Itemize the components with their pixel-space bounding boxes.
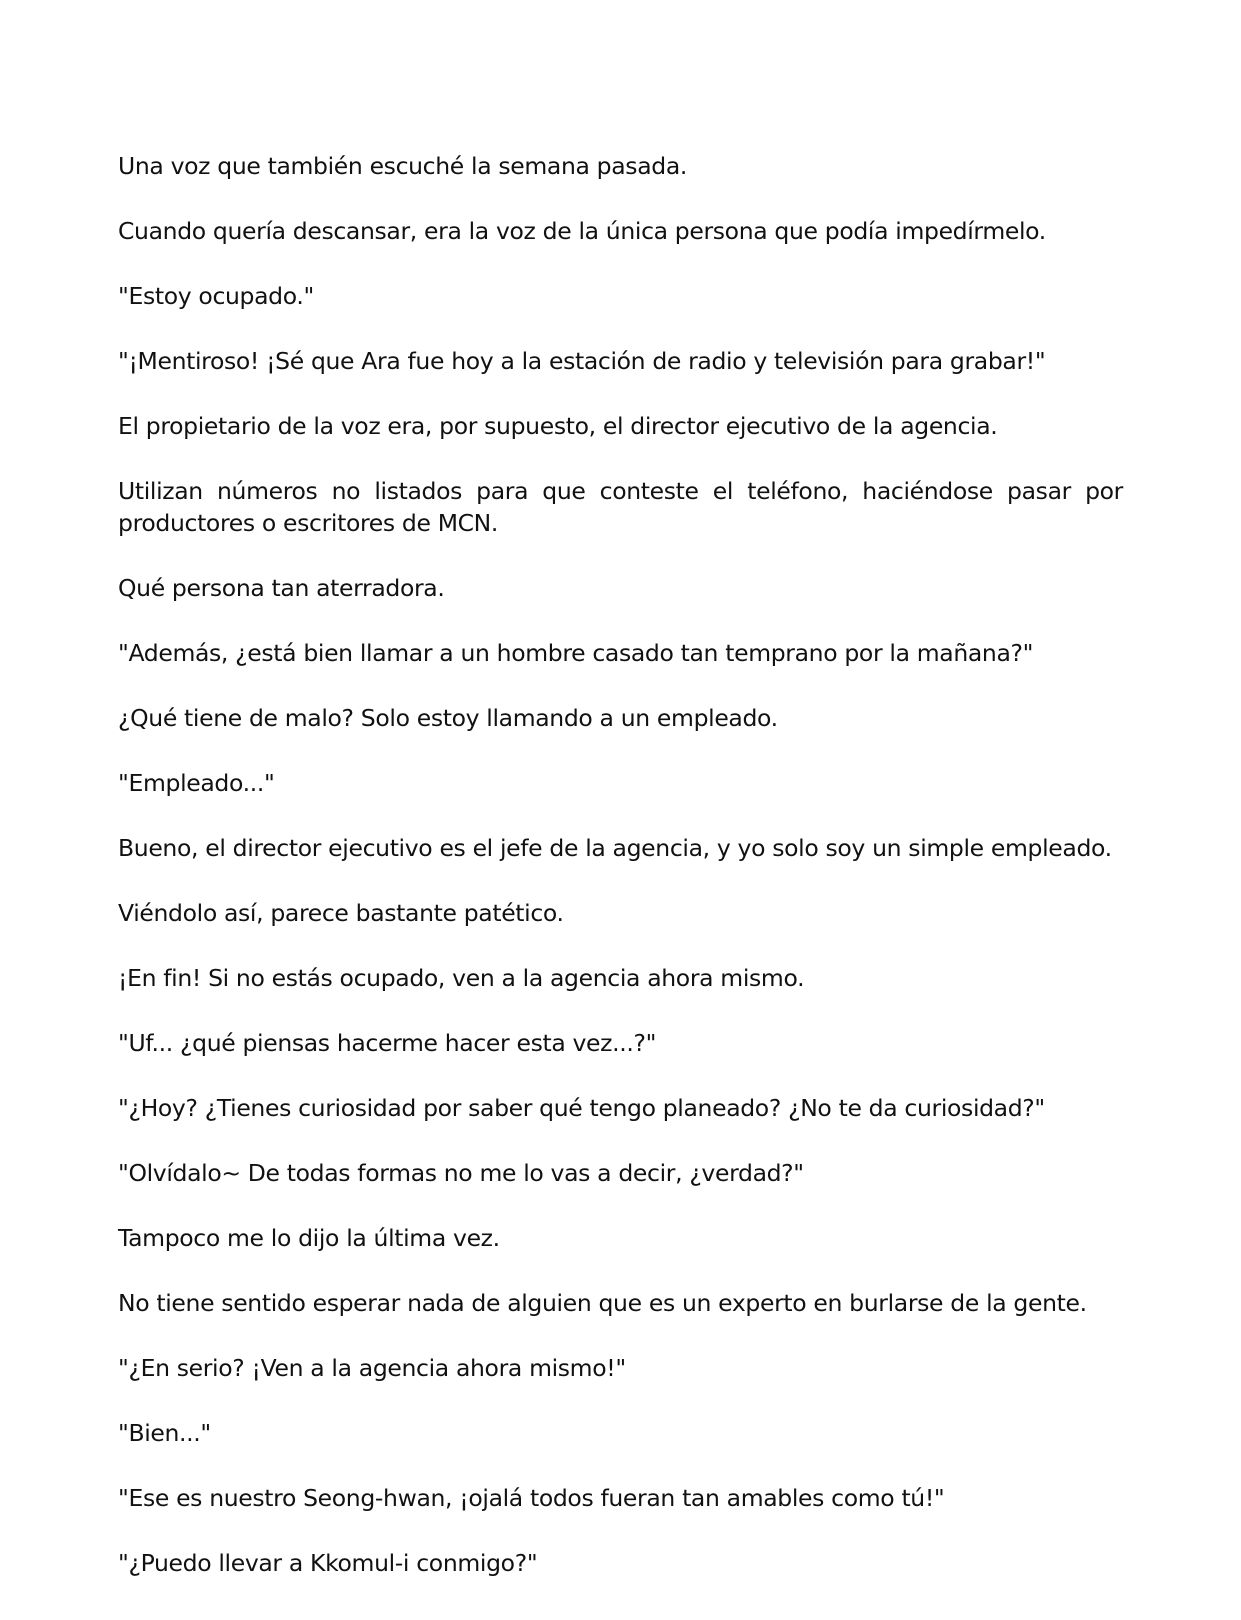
paragraph: "Bien..." [118, 1419, 211, 1447]
paragraph: "Olvídalo~ De todas formas no me lo vas a decir, ¿verdad?" [118, 1159, 804, 1187]
paragraph: "¡Mentiroso! ¡Sé que Ara fue hoy a la estación de radio y televisión para grabar!" [118, 347, 1046, 375]
paragraph: "Uf... ¿qué piensas hacerme hacer esta vez...?" [118, 1029, 657, 1057]
paragraph: "Empleado..." [118, 769, 275, 797]
paragraph: "¿En serio? ¡Ven a la agencia ahora mismo!" [118, 1354, 626, 1382]
paragraph: "¿Hoy? ¿Tienes curiosidad por saber qué tengo planeado? ¿No te da curiosidad?" [118, 1094, 1045, 1122]
paragraph: "Además, ¿está bien llamar a un hombre casado tan temprano por la mañana?" [118, 639, 1034, 667]
paragraph: Utilizan números no listados para que conteste el teléfono, haciéndose pasar por productores o escritores de MCN. [118, 477, 1123, 537]
paragraph: ¡En fin! Si no estás ocupado, ven a la agencia ahora mismo. [118, 964, 805, 992]
paragraph: Tampoco me lo dijo la última vez. [118, 1224, 500, 1252]
document-body [118, 150, 1123, 1612]
paragraph: No tiene sentido esperar nada de alguien que es un experto en burlarse de la gente. [118, 1289, 1087, 1317]
paragraph: ¿Qué tiene de malo? Solo estoy llamando a un empleado. [118, 704, 778, 732]
paragraph: El propietario de la voz era, por supuesto, el director ejecutivo de la agencia. [118, 412, 998, 440]
paragraph: Qué persona tan aterradora. [118, 574, 445, 602]
paragraph: "Ese es nuestro Seong-hwan, ¡ojalá todos fueran tan amables como tú!" [118, 1484, 945, 1512]
paragraph: "¿Puedo llevar a Kkomul-i conmigo?" [118, 1549, 538, 1577]
paragraph: "Estoy ocupado." [118, 282, 314, 310]
paragraph: Cuando quería descansar, era la voz de la única persona que podía impedírmelo. [118, 217, 1046, 245]
paragraph: Una voz que también escuché la semana pasada. [118, 152, 687, 180]
paragraph: Bueno, el director ejecutivo es el jefe de la agencia, y yo solo soy un simple empleado. [118, 834, 1112, 862]
paragraph: Viéndolo así, parece bastante patético. [118, 899, 564, 927]
